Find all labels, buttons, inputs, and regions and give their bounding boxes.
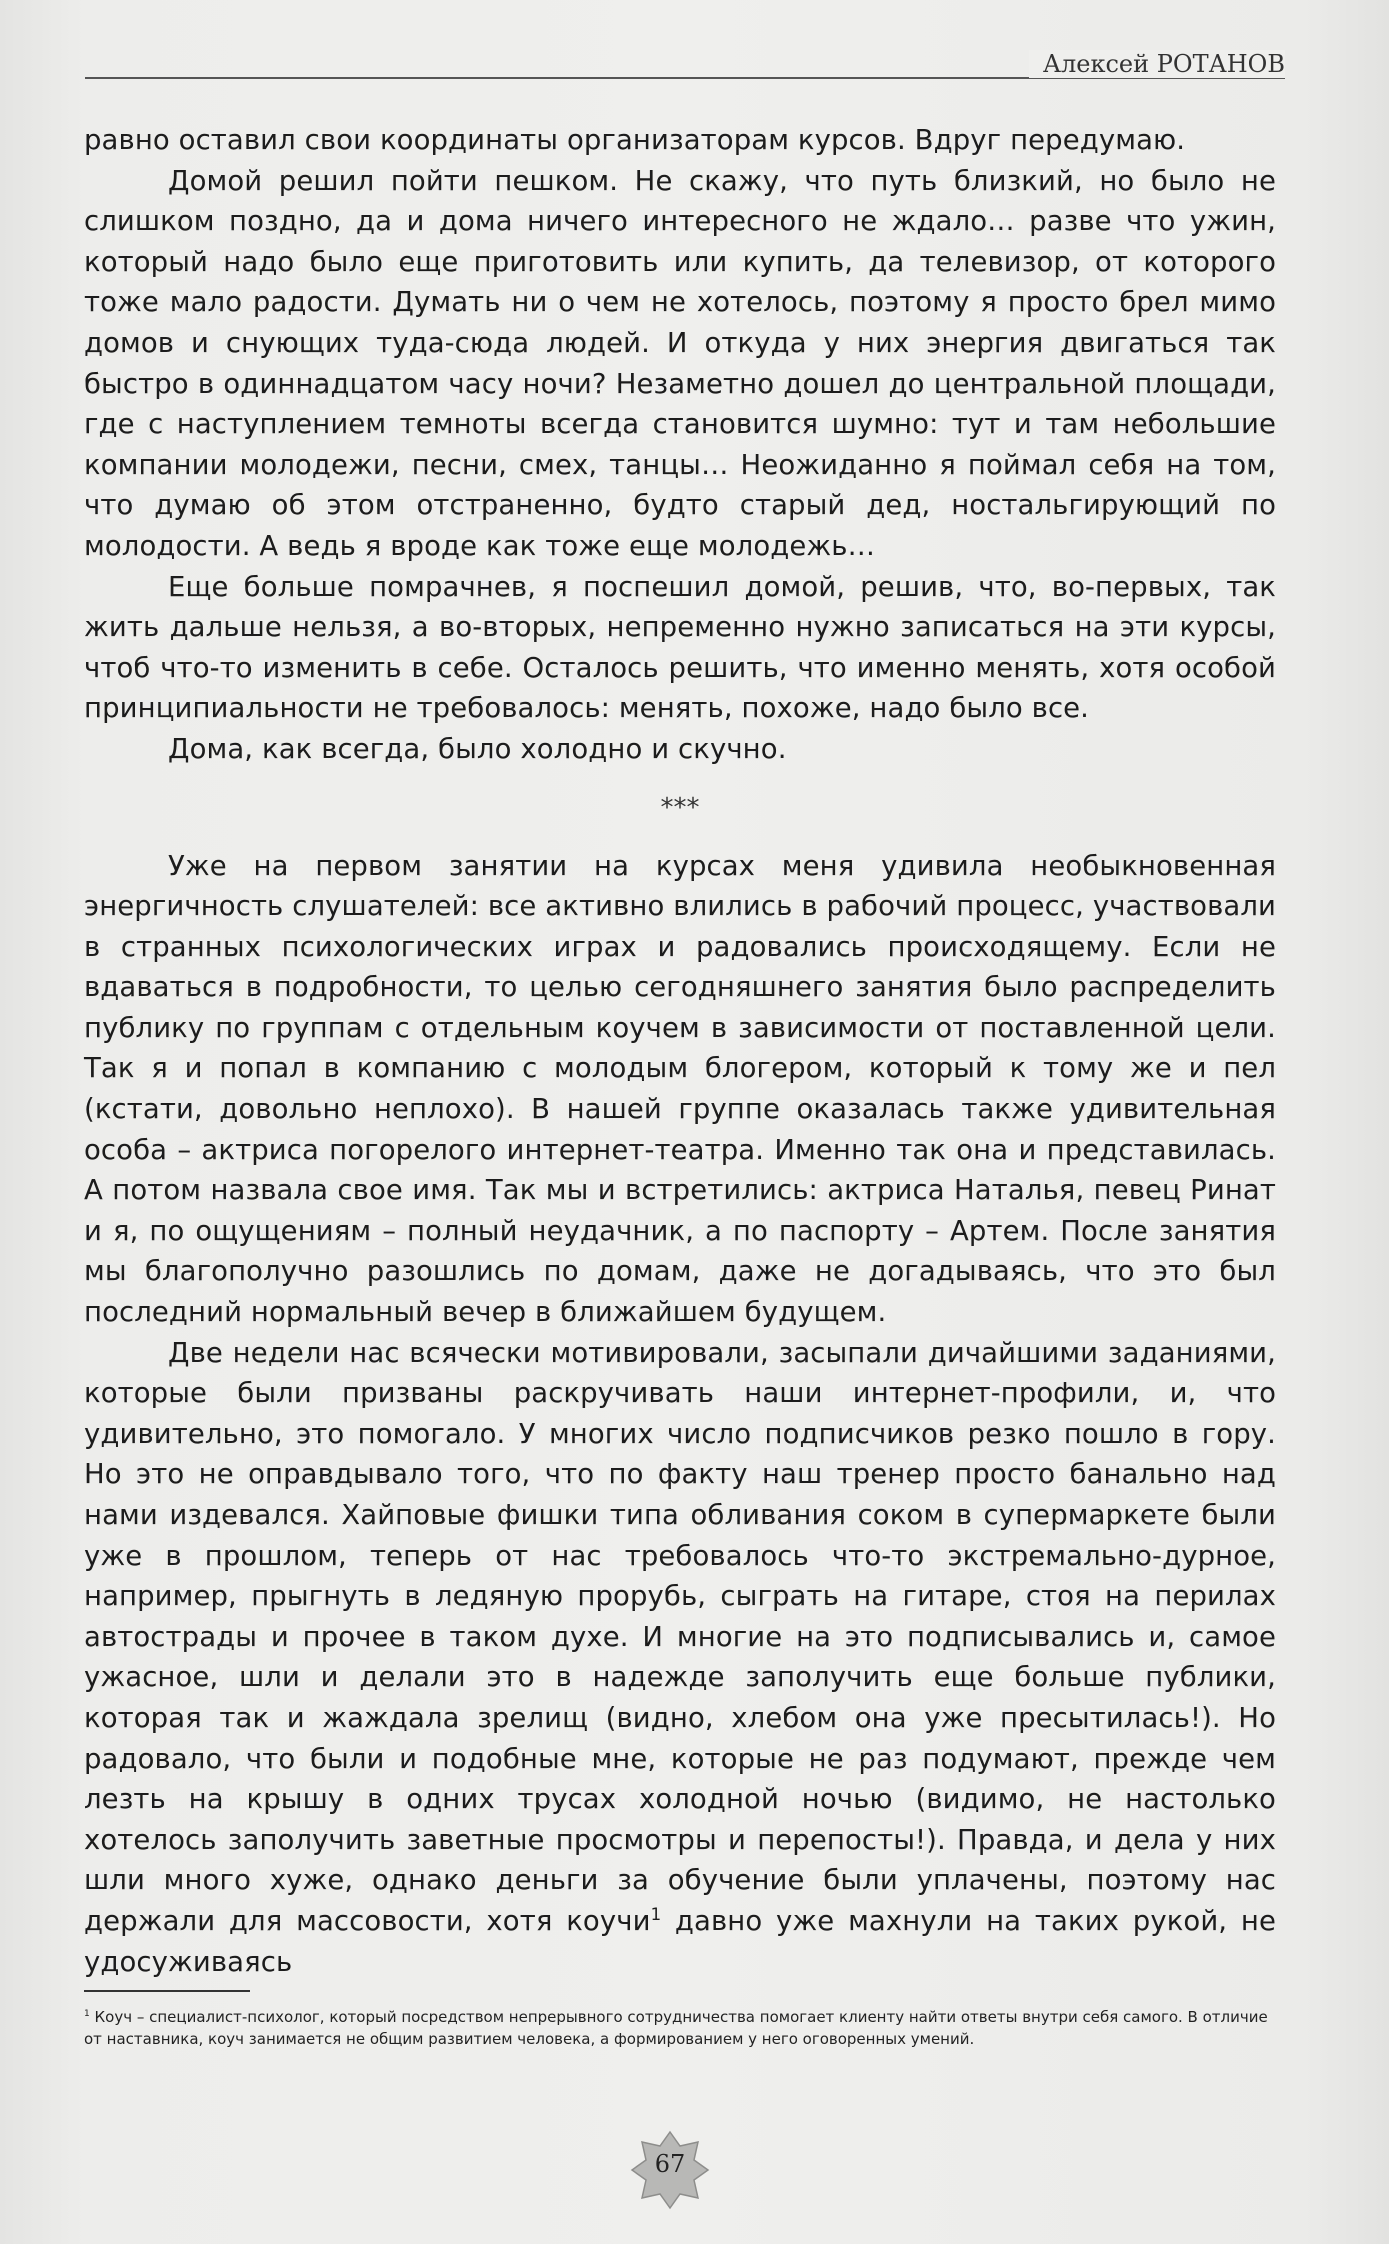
paragraph: Домой решил пойти пешком. Не скажу, что путь близкий, но было не слишком поздно, да и дома ничего интересного не ждало… разве что ужин, который надо было еще приготовить или купить, да телевизор, от которого тоже мало радости. Думать ни о чем не хотелось, поэтому я просто брел мимо домов и снующих туда-сюда людей. И откуда у них энергия двигаться так быстро в одиннадцатом часу ночи? Незаметно дошел до центральной площади, где с наступлением темноты всегда становится шумно: тут и там небольшие компании молодежи, песни, смех, танцы… Неожиданно я поймал себя на том, что думаю об этом отстраненно, будто старый дед, ностальгирующий по молодости. А ведь я вроде как тоже еще молодежь… bbox=[84, 164, 1276, 562]
section-separator: *** bbox=[660, 792, 700, 823]
running-header-author: Алексей РОТАНОВ bbox=[1029, 50, 1285, 78]
paragraph: равно оставил свои координаты организаторам курсов. Вдруг передумаю. bbox=[84, 124, 1186, 156]
paragraph bbox=[84, 1333, 1276, 1983]
paragraph-tail: давно уже махнули на таких рукой, не удосуживаясь bbox=[84, 1904, 1277, 1978]
footnote-text: Коуч – специалист-психолог, который посредством непрерывного сотрудничества помогает клиенту найти ответы внутри себя самого. В отличие от наставника, коуч занимается не общим развитием человека, а формированием у него оговоренных умений. bbox=[84, 2008, 1268, 2048]
paragraph-text: Две недели нас всячески мотивировали, засыпали дичайшими заданиями, которые были призваны раскручивать наши интернет-профили, и, что удивительно, это помогало. У многих число подписчиков резко пошло в гору. Но это не оправдывало того, что по факту наш тренер просто банально над нами издевался. Хайповые фишки типа обливания соком в супермаркете были уже в прошлом, теперь от нас требовалось что-то экстремально-дурное, например, прыгнуть в ледяную прорубь, сыграть на гитаре, стоя на перилах автострады и прочее в таком духе. И многие на это подписывались и, самое ужасное, шли и делали это в надежде заполучить еще больше публики, которая так и жаждала зрелищ (видно, хлебом она уже пресытилась!). Но радовало, что были и подобные мне, которые не раз подумают, прежде чем лезть на крышу в одних трусах холодной ночью (видимо, не настолько хотелось заполучить заветные просмотры и перепосты!). Правда, и дела у них шли много хуже, однако деньги за обучение были уплачены, поэтому нас держали для массовости, хотя коучи bbox=[84, 1336, 1276, 1937]
paragraph: Дома, как всегда, было холодно и скучно. bbox=[168, 732, 787, 765]
body-text bbox=[84, 120, 1276, 1982]
paragraph: Еще больше помрачнев, я поспешил домой, решив, что, во-первых, так жить дальше нельзя, а во-вторых, непременно нужно записаться на эти курсы, чтоб что-то изменить в себе. Осталось решить, что именно менять, хотя особой принципиальности не требовалось: менять, похоже, надо было все. bbox=[84, 570, 1276, 725]
footnote-marker: 1 bbox=[84, 2009, 90, 2019]
page-number-badge bbox=[630, 2130, 710, 2210]
footnote bbox=[84, 2006, 1276, 2050]
page-number: 67 bbox=[654, 2150, 686, 2178]
footnote-rule bbox=[84, 1990, 250, 1992]
footnote-ref[interactable]: 1 bbox=[650, 1904, 662, 1924]
paragraph: Уже на первом занятии на курсах меня удивила необыкновенная энергичность слушателей: все активно влились в рабочий процесс, участвовали в странных психологических играх и радовались происходящему. Если не вдаваться в подробности, то целью сегодняшнего занятия было распределить публику по группам с отдельным коучем в зависимости от поставленной цели. Так я и попал в компанию с молодым блогером, который к тому же и пел (кстати, довольно неплохо). В нашей группе оказалась также удивительная особа – актриса погорелого интернет-театра. Именно так она и представилась. А потом назвала свое имя. Так мы и встретились: актриса Наталья, певец Ринат и я, по ощущениям – полный неудачник, а по паспорту – Артем. После занятия мы благополучно разошлись по домам, даже не догадываясь, что это был последний нормальный вечер в ближайшем будущем. bbox=[84, 849, 1276, 1329]
